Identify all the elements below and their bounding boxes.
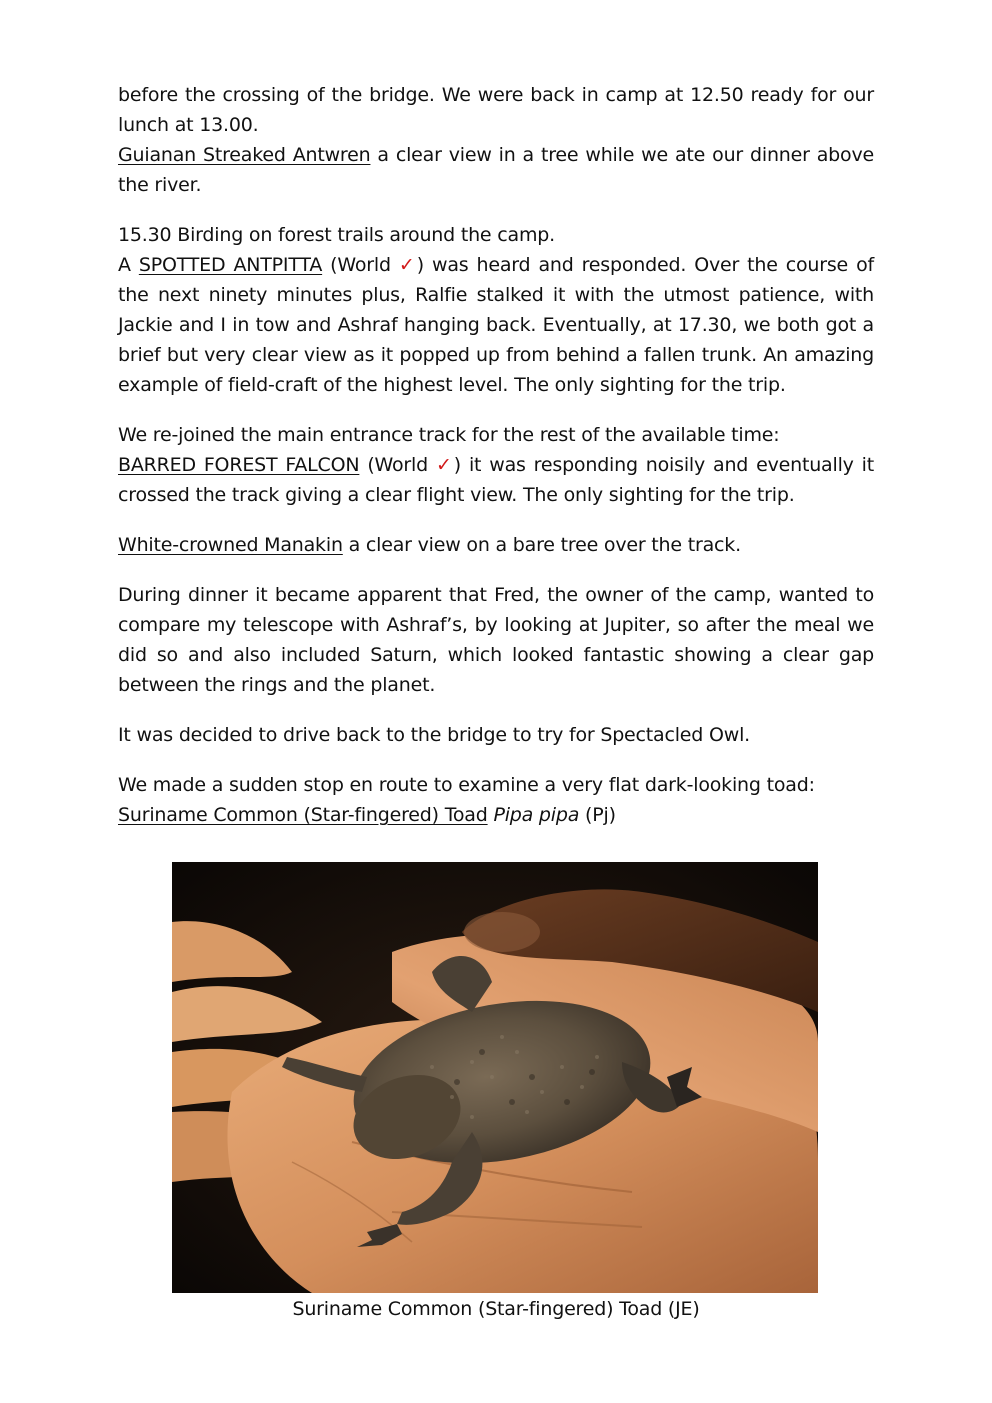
- species-name: BARRED FOREST FALCON: [118, 454, 360, 476]
- species-name: SPOTTED ANTPITTA: [138, 254, 323, 276]
- species-name: White-crowned Manakin: [118, 534, 343, 556]
- paragraph-toad: [118, 770, 874, 830]
- paragraph-text: A: [118, 254, 139, 276]
- checkmark-icon: ✓: [435, 454, 454, 476]
- checkmark-icon: ✓: [398, 254, 417, 276]
- paragraph-text: ): [416, 254, 424, 276]
- paragraph-text: We re-joined the main entrance track for the rest of the available time:: [118, 424, 780, 446]
- paragraph-falcon: [118, 420, 874, 510]
- paragraph-text: a clear view on a bare tree over the track.: [342, 534, 741, 556]
- paragraph-text: was heard and responded. Over the course of the next ninety minutes plus, Ralfie stalked it with the utmost patience, with Jackie and I in tow and Ashraf hanging back. Eventually, at 17.30, we both got a brief but very clear view as it popped up from behind a fallen trunk. An amazing example of field-craft of the highest level. The only sighting for the trip.: [118, 254, 874, 396]
- paragraph-text: It was decided to drive back to the bridge to try for Spectacled Owl.: [118, 724, 751, 746]
- photo-caption: Suriname Common (Star-fingered) Toad (JE): [292, 1298, 700, 1320]
- paragraph-text: a clear view in a tree while we ate our dinner above the river.: [118, 144, 874, 196]
- paragraph-text: (World: [322, 254, 399, 276]
- scientific-name: Pipa pipa: [493, 804, 580, 826]
- paragraph-manakin: [118, 530, 874, 560]
- paragraph-text: (World: [359, 454, 436, 476]
- paragraph-antpitta: [118, 220, 874, 400]
- paragraph-lunch: [118, 80, 874, 200]
- paragraph-text: before the crossing of the bridge. We were back in camp at 12.50 ready for our lunch at 13.00.: [118, 84, 874, 136]
- paragraph-text: ): [453, 454, 461, 476]
- paragraph-text: 15.30 Birding on forest trails around the camp.: [118, 224, 555, 246]
- paragraph-text: it was responding noisily and eventually it crossed the track giving a clear flight view. The only sighting for the trip.: [118, 454, 874, 506]
- species-name: Guianan Streaked Antwren: [118, 144, 371, 166]
- paragraph-telescope: [118, 580, 874, 700]
- toad-on-hands-image: [172, 862, 818, 1293]
- document-body: [118, 80, 874, 850]
- toad-photo: [172, 862, 818, 1293]
- paragraph-text: During dinner it became apparent that Fred, the owner of the camp, wanted to compare my telescope with Ashraf’s, by looking at Jupiter, so after the meal we did so and also included Saturn, which looked fantastic showing a clear gap between the rings and the planet.: [118, 584, 874, 696]
- species-name: Suriname Common (Star-fingered) Toad: [118, 804, 488, 826]
- paragraph-text: We made a sudden stop en route to examine a very flat dark-looking toad:: [118, 774, 815, 796]
- observer-code: (Pj): [579, 804, 616, 826]
- paragraph-owl: [118, 720, 874, 750]
